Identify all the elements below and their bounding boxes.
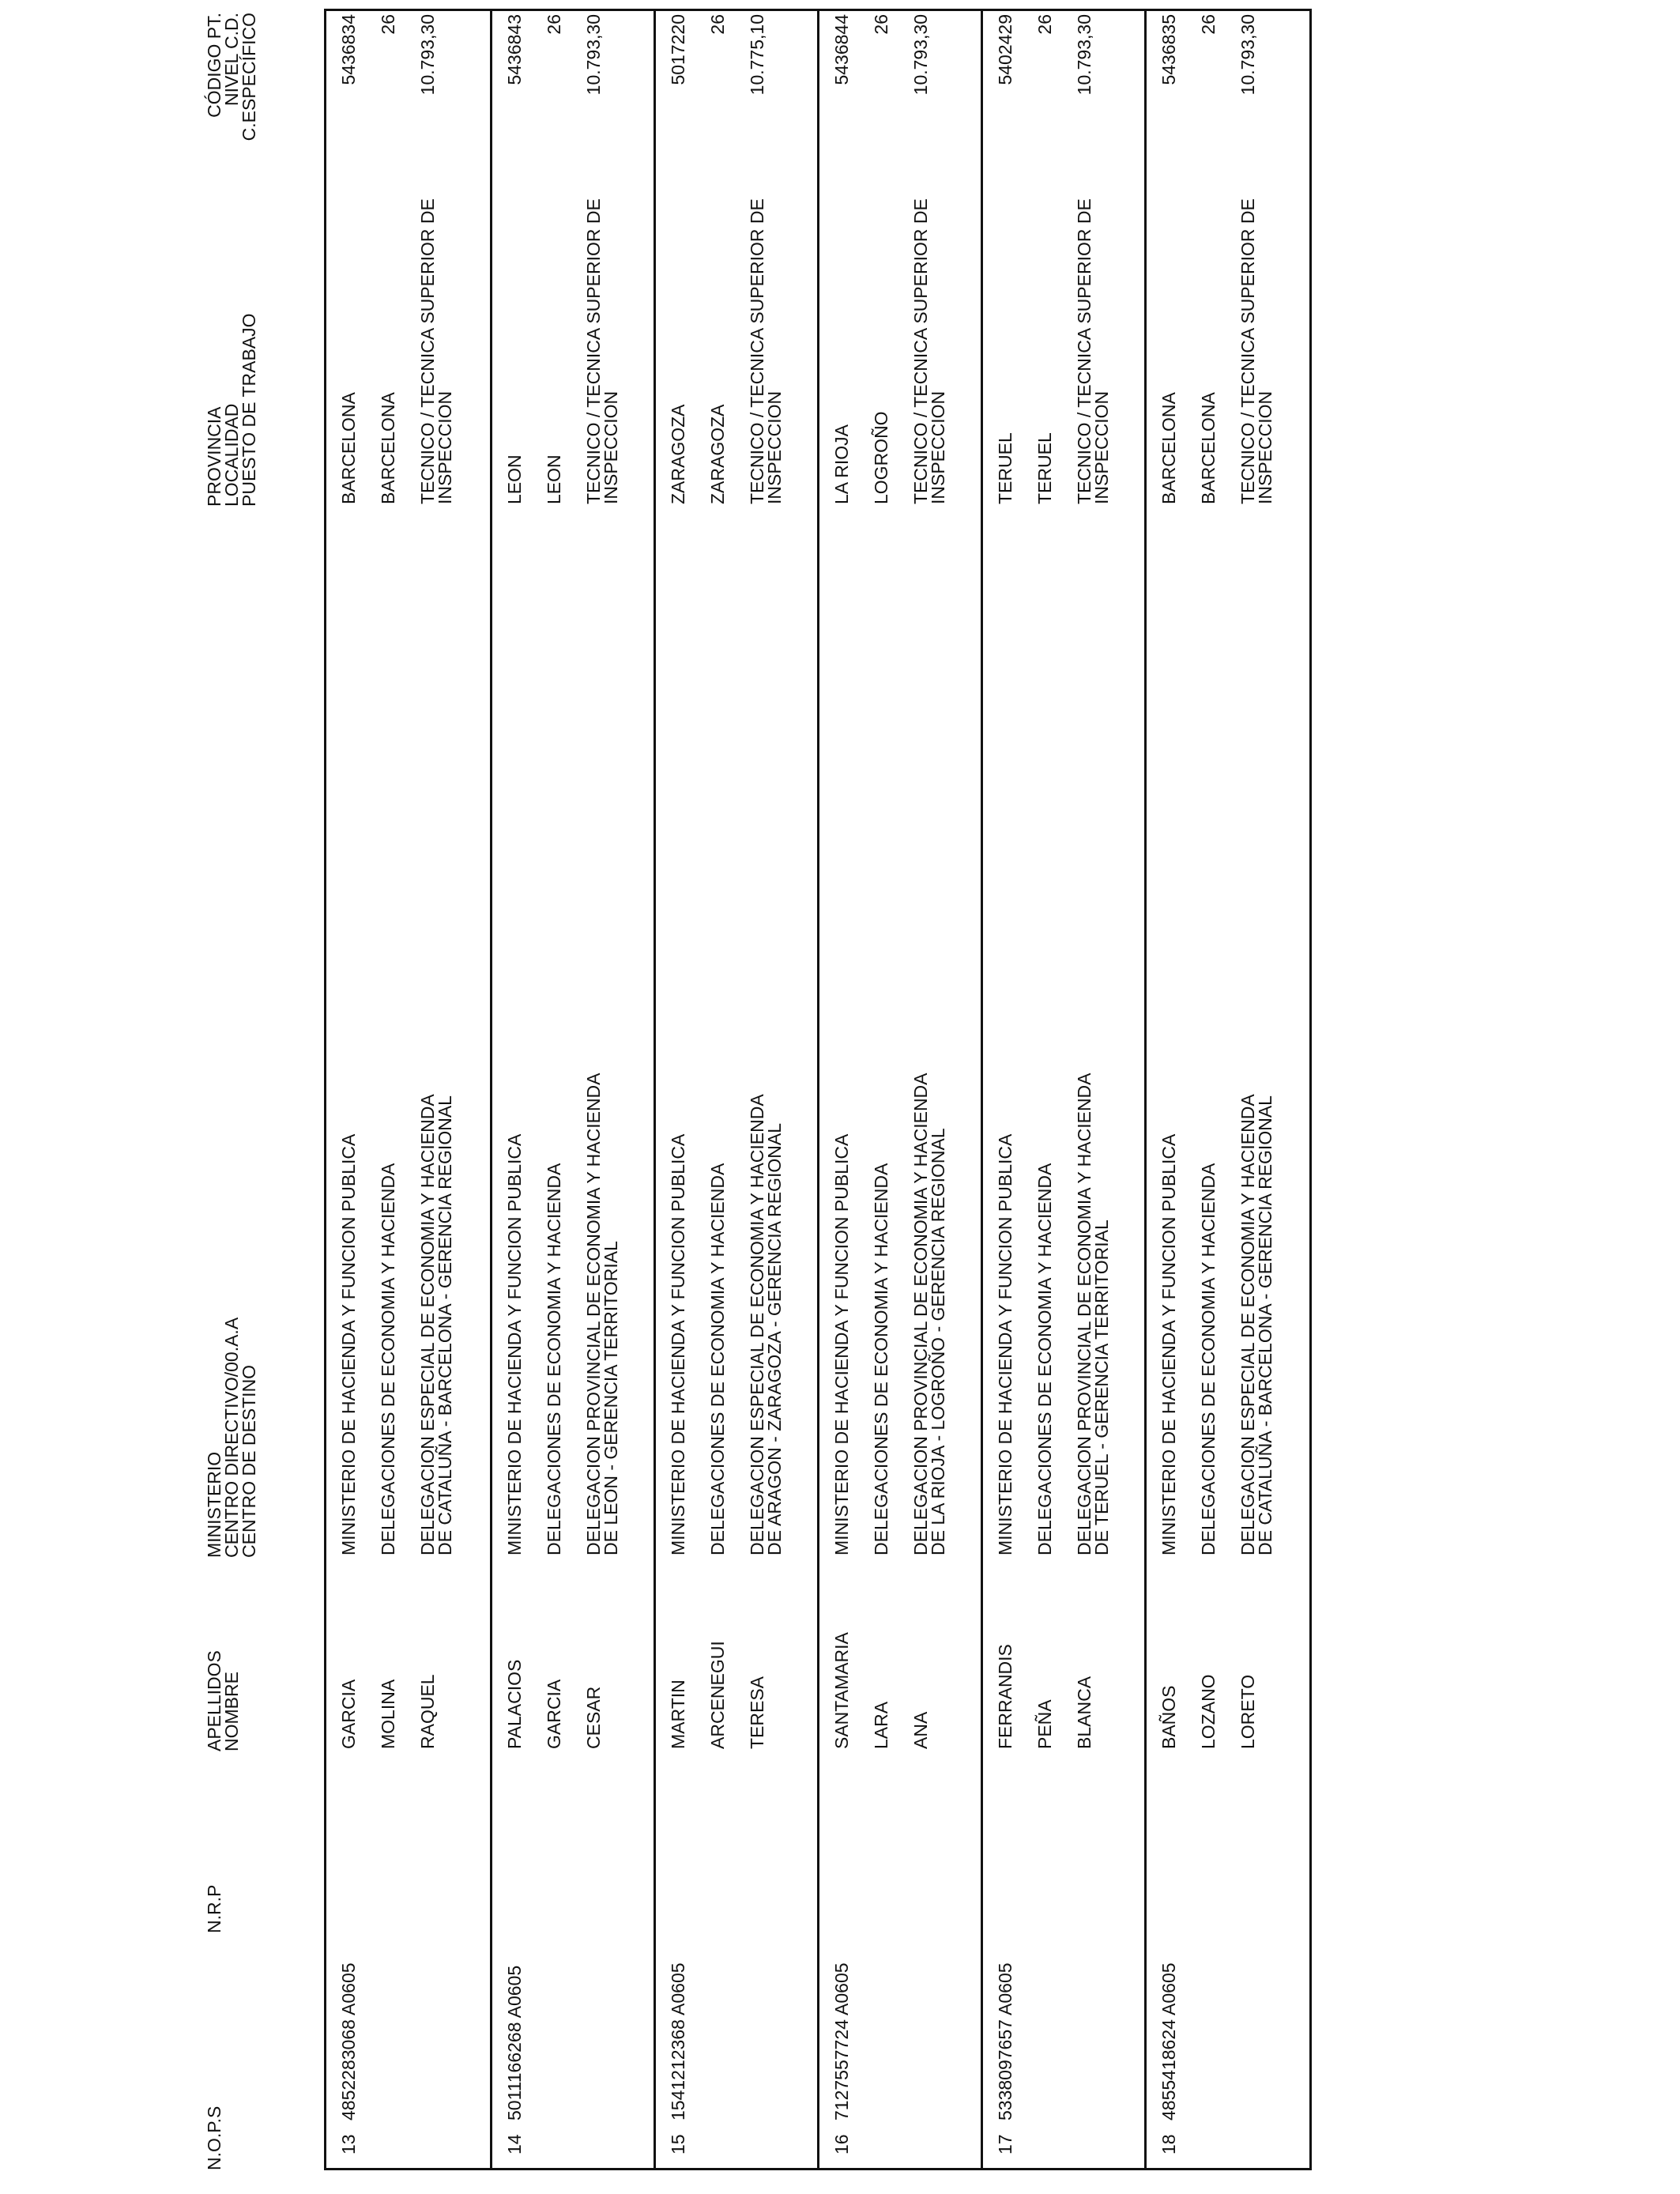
centro-directivo-cell: DELEGACIONES DE ECONOMIA Y HACIENDA — [871, 1163, 891, 1555]
ministerio-cell: MINISTERIO DE HACIENDA Y FUNCION PUBLICA — [995, 1133, 1015, 1555]
puesto-cell: TECNICO / TECNICA SUPERIOR DE INSPECCION — [1074, 198, 1112, 504]
table-row — [654, 11, 817, 2168]
nrp-cell: 4852283068 A0605 — [338, 1962, 359, 2120]
nops-cell: 15 — [668, 2134, 688, 2154]
localidad-cell: LOGROÑO — [871, 411, 891, 504]
ministerio-cell: MINISTERIO DE HACIENDA Y FUNCION PUBLICA — [1158, 1133, 1179, 1555]
header-nops — [205, 2106, 223, 2170]
provincia-cell: BARCELONA — [1158, 392, 1179, 504]
codigo-cell: 5436834 — [338, 14, 359, 85]
nrp-cell: 4855418624 A0605 — [1158, 1962, 1179, 2120]
provincia-cell: LEON — [504, 454, 525, 504]
apellido2-cell: MOLINA — [378, 1679, 398, 1749]
table-row — [326, 11, 490, 2168]
nops-cell: 14 — [504, 2134, 525, 2154]
header-provincia-label: PROVINCIA — [204, 406, 224, 507]
nombre-cell: CESAR — [583, 1686, 604, 1749]
centro-destino-cell: DELEGACION PROVINCIAL DE ECONOMIA Y HACIENDA DE LEON - GERENCIA TERRITORIAL — [583, 1073, 621, 1555]
table-row — [981, 11, 1144, 2168]
centro-destino-cell: DELEGACION PROVINCIAL DE ECONOMIA Y HACIENDA DE TERUEL - GERENCIA TERRITORIAL — [1074, 1073, 1112, 1555]
apellido1-cell: SANTAMARIA — [831, 1632, 852, 1749]
staff-table — [324, 9, 1312, 2170]
especifico-cell: 10.793,30 — [1237, 14, 1258, 96]
especifico-cell: 10.793,30 — [1074, 14, 1094, 96]
header-centro-directivo-label: CENTRO DIRECTIVO/00.A.A — [221, 1317, 242, 1558]
table-row — [490, 11, 654, 2168]
localidad-cell: TERUEL — [1034, 432, 1055, 504]
codigo-cell: 5017220 — [668, 14, 688, 85]
ministerio-cell: MINISTERIO DE HACIENDA Y FUNCION PUBLICA — [504, 1133, 525, 1555]
centro-directivo-cell: DELEGACIONES DE ECONOMIA Y HACIENDA — [707, 1163, 728, 1555]
apellido2-cell: GARCIA — [544, 1679, 564, 1749]
header-apellidos-label: APELLIDOS — [204, 1650, 224, 1751]
nops-cell: 16 — [831, 2134, 852, 2154]
nivel-cell: 26 — [707, 14, 728, 35]
nrp-cell: 7127557724 A0605 — [831, 1962, 852, 2120]
header-nombre-label: NOMBRE — [221, 1672, 242, 1751]
nivel-cell: 26 — [378, 14, 398, 35]
apellido1-cell: BAÑOS — [1158, 1685, 1179, 1749]
centro-directivo-cell: DELEGACIONES DE ECONOMIA Y HACIENDA — [1198, 1163, 1219, 1555]
nivel-cell: 26 — [1034, 14, 1055, 35]
header-puesto-label: PUESTO DE TRABAJO — [239, 313, 259, 507]
header-names — [205, 1650, 240, 1751]
especifico-cell: 10.775,10 — [747, 14, 767, 96]
localidad-cell: LEON — [544, 454, 564, 504]
puesto-cell: TECNICO / TECNICA SUPERIOR DE INSPECCION — [417, 198, 455, 504]
nrp-cell: 5011166268 A0605 — [504, 1965, 525, 2120]
header-position-codes — [205, 13, 258, 175]
table-row — [817, 11, 981, 2168]
apellido2-cell: ARCENEGUI — [707, 1641, 728, 1749]
localidad-cell: BARCELONA — [378, 392, 398, 504]
apellido1-cell: FERRANDIS — [995, 1644, 1015, 1749]
apellido1-cell: MARTIN — [668, 1679, 688, 1749]
nrp-cell: 1541212368 A0605 — [668, 1962, 688, 2120]
codigo-cell: 5436835 — [1158, 14, 1179, 85]
header-centro-destino-label: CENTRO DE DESTINO — [239, 1364, 259, 1558]
centro-destino-cell: DELEGACION ESPECIAL DE ECONOMIA Y HACIENDA DE ARAGON - ZARAGOZA - GERENCIA REGIONAL — [747, 1095, 785, 1555]
nivel-cell: 26 — [871, 14, 891, 35]
ministerio-cell: MINISTERIO DE HACIENDA Y FUNCION PUBLICA — [668, 1133, 688, 1555]
ministerio-cell: MINISTERIO DE HACIENDA Y FUNCION PUBLICA — [831, 1133, 852, 1555]
header-especifico-label: C.ESPECÍFICO — [239, 13, 259, 141]
codigo-cell: 5436844 — [831, 14, 852, 85]
codigo-cell: 5402429 — [995, 14, 1015, 85]
provincia-cell: TERUEL — [995, 432, 1015, 504]
centro-directivo-cell: DELEGACIONES DE ECONOMIA Y HACIENDA — [544, 1163, 564, 1555]
nombre-cell: ANA — [910, 1711, 931, 1749]
nops-cell: 13 — [338, 2134, 359, 2154]
provincia-cell: ZARAGOZA — [668, 404, 688, 504]
apellido1-cell: GARCIA — [338, 1679, 359, 1749]
nops-cell: 17 — [995, 2134, 1015, 2154]
nombre-cell: LORETO — [1237, 1674, 1258, 1749]
puesto-cell: TECNICO / TECNICA SUPERIOR DE INSPECCION — [1237, 198, 1275, 504]
header-nivel-label: NIVEL C.D. — [221, 13, 242, 107]
centro-directivo-cell: DELEGACIONES DE ECONOMIA Y HACIENDA — [1034, 1163, 1055, 1555]
apellido2-cell: PEÑA — [1034, 1699, 1055, 1749]
header-organization — [205, 1318, 258, 1558]
nivel-cell: 26 — [544, 14, 564, 35]
ministerio-cell: MINISTERIO DE HACIENDA Y FUNCION PUBLICA — [338, 1133, 359, 1555]
header-location — [205, 313, 258, 507]
puesto-cell: TECNICO / TECNICA SUPERIOR DE INSPECCION — [747, 198, 785, 504]
provincia-cell: LA RIOJA — [831, 424, 852, 504]
nombre-cell: BLANCA — [1074, 1676, 1094, 1749]
header-nrp-label: N.R.P — [204, 1884, 224, 1933]
nops-cell: 18 — [1158, 2134, 1179, 2154]
table-row — [1144, 11, 1308, 2168]
localidad-cell: BARCELONA — [1198, 392, 1219, 504]
header-ministerio-label: MINISTERIO — [204, 1451, 224, 1558]
especifico-cell: 10.793,30 — [910, 14, 931, 96]
header-nops-label: N.O.P.S — [204, 2105, 224, 2170]
especifico-cell: 10.793,30 — [583, 14, 604, 96]
especifico-cell: 10.793,30 — [417, 14, 438, 96]
codigo-cell: 5436843 — [504, 14, 525, 85]
apellido2-cell: LOZANO — [1198, 1674, 1219, 1749]
centro-directivo-cell: DELEGACIONES DE ECONOMIA Y HACIENDA — [378, 1163, 398, 1555]
provincia-cell: BARCELONA — [338, 392, 359, 504]
nrp-cell: 5338097657 A0605 — [995, 1962, 1015, 2120]
apellido2-cell: LARA — [871, 1701, 891, 1749]
localidad-cell: ZARAGOZA — [707, 404, 728, 504]
header-localidad-label: LOCALIDAD — [221, 403, 242, 507]
centro-destino-cell: DELEGACION ESPECIAL DE ECONOMIA Y HACIENDA DE CATALUÑA - BARCELONA - GERENCIA REGIONAL — [417, 1095, 455, 1555]
nombre-cell: TERESA — [747, 1676, 767, 1749]
nivel-cell: 26 — [1198, 14, 1219, 35]
header-codigo-label: CÓDIGO PT. — [204, 13, 224, 118]
centro-destino-cell: DELEGACION PROVINCIAL DE ECONOMIA Y HACIENDA DE LA RIOJA - LOGROÑO - GERENCIA REGIONAL — [910, 1073, 948, 1555]
puesto-cell: TECNICO / TECNICA SUPERIOR DE INSPECCION — [910, 198, 948, 504]
puesto-cell: TECNICO / TECNICA SUPERIOR DE INSPECCION — [583, 198, 621, 504]
nombre-cell: RAQUEL — [417, 1674, 438, 1749]
header-nrp — [205, 1885, 223, 1933]
centro-destino-cell: DELEGACION ESPECIAL DE ECONOMIA Y HACIENDA DE CATALUÑA - BARCELONA - GERENCIA REGIONAL — [1237, 1095, 1275, 1555]
apellido1-cell: PALACIOS — [504, 1659, 525, 1749]
